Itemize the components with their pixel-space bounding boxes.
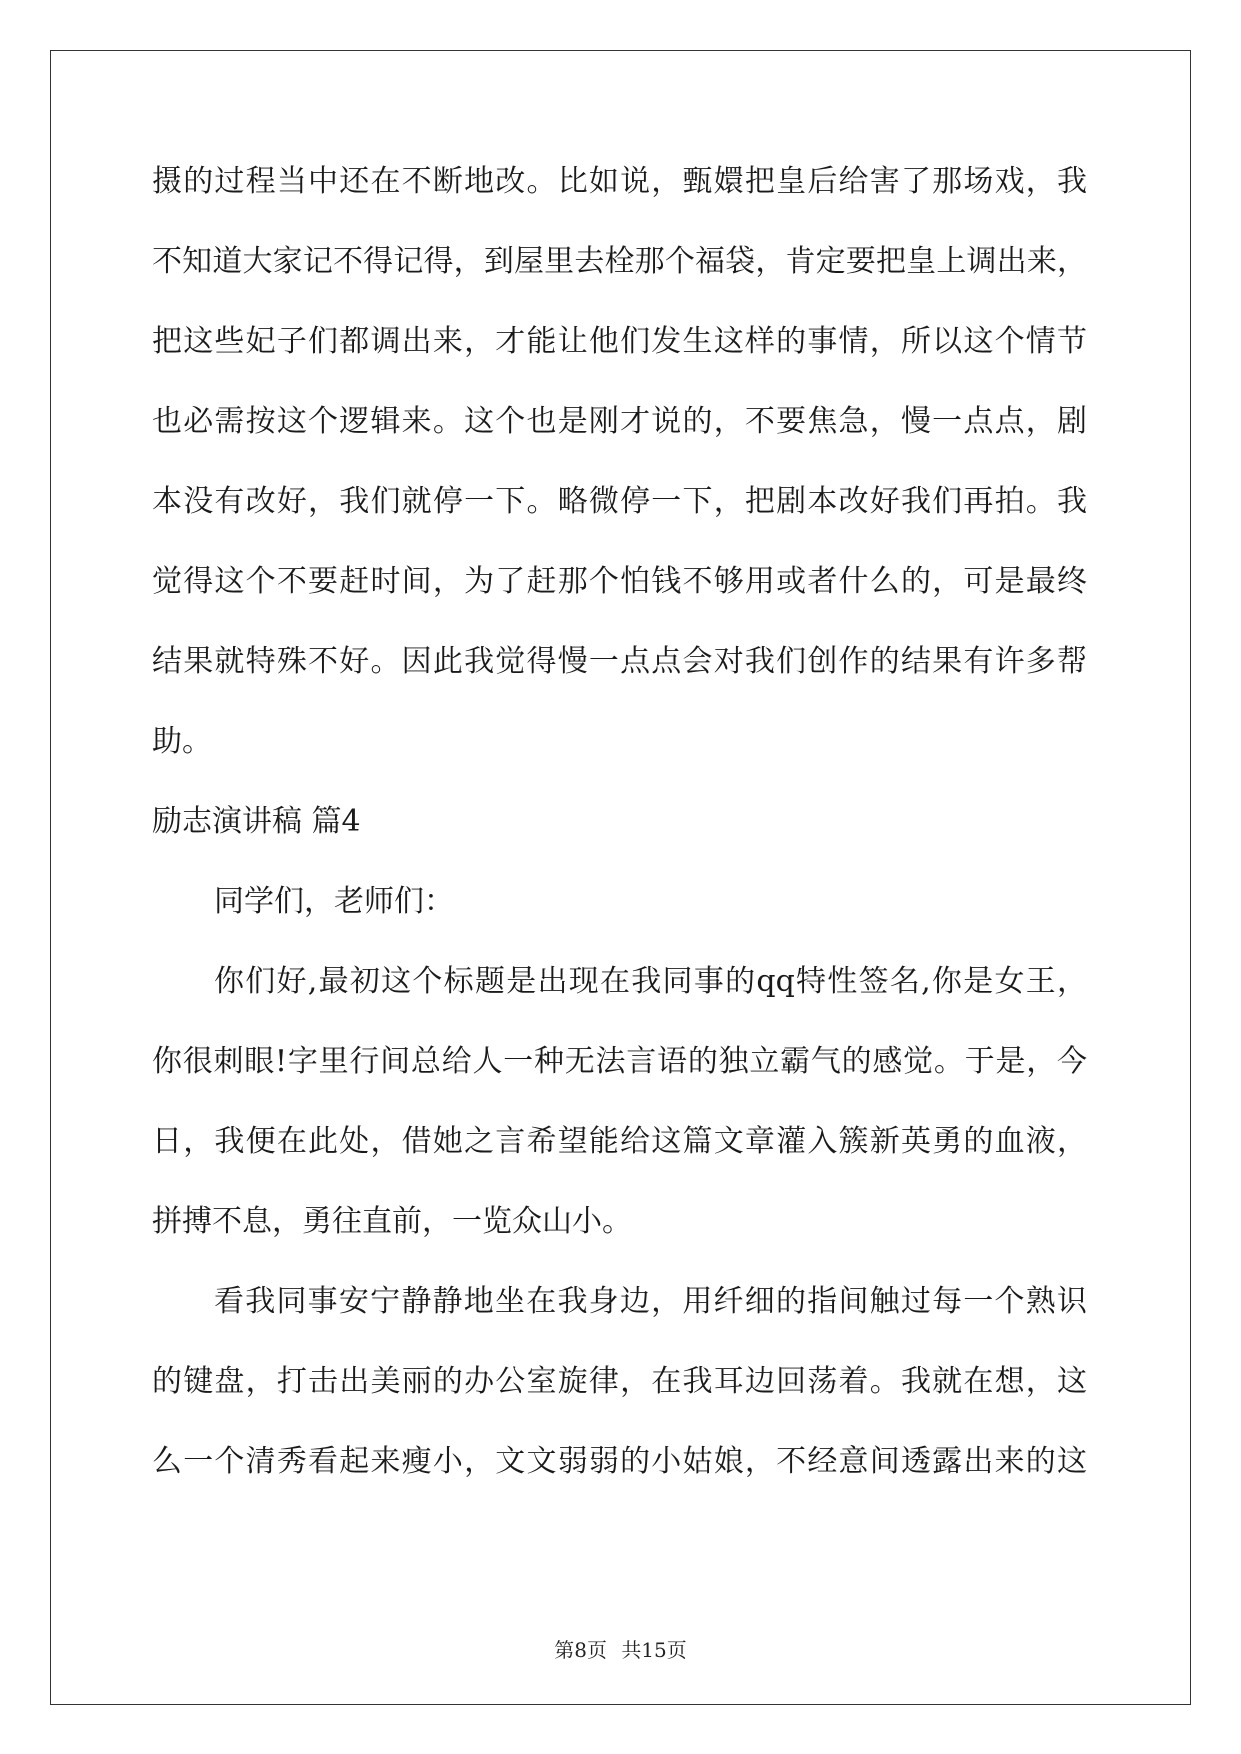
- text-line: 日，我便在此处，借她之言希望能给这篇文章灌入簇新英勇的血液，: [152, 1124, 1087, 1159]
- paragraph-1: [152, 162, 1087, 802]
- text-line: 把这些妃子们都调出来，才能让他们发生这样的事情，所以这个情节: [152, 324, 1087, 359]
- text-line: 觉得这个不要赶时间，为了赶那个怕钱不够用或者什么的，可是最终: [152, 564, 1087, 599]
- page-total: 共15页: [621, 1638, 687, 1662]
- text-line: 摄的过程当中还在不断地改。比如说，甄嬛把皇后给害了那场戏，我: [152, 164, 1087, 199]
- text-line: 的键盘，打击出美丽的办公室旋律，在我耳边回荡着。我就在想，这: [152, 1364, 1087, 1399]
- page-number: 第8页: [554, 1638, 607, 1662]
- text-line: 不知道大家记不得记得，到屋里去栓那个福袋，肯定要把皇上调出来，: [152, 244, 1087, 279]
- text-line: 本没有改好，我们就停一下。略微停一下，把剧本改好我们再拍。我: [152, 484, 1087, 519]
- paragraph-2: [152, 962, 1087, 1282]
- text-line: 你们好,最初这个标题是出现在我同事的qq特性签名,你是女王，: [214, 964, 1087, 999]
- text-line: 么一个清秀看起来瘦小，文文弱弱的小姑娘，不经意间透露出来的这: [152, 1444, 1087, 1479]
- text-line: 结果就特殊不好。因此我觉得慢一点点会对我们创作的结果有许多帮: [152, 644, 1087, 679]
- paragraph-3: [152, 1282, 1087, 1522]
- text-line: 拼搏不息，勇往直前，一览众山小。: [152, 1204, 632, 1239]
- text-line: 助。: [152, 724, 212, 759]
- page-footer: [0, 1634, 1241, 1663]
- text-line: 你很刺眼!字里行间总给人一种无法言语的独立霸气的感觉。于是，今: [152, 1044, 1087, 1079]
- document-body: [152, 162, 1087, 1522]
- text-line: 看我同事安宁静静地坐在我身边，用纤细的指间触过每一个熟识: [214, 1284, 1087, 1319]
- text-line: 也必需按这个逻辑来。这个也是刚才说的，不要焦急，慢一点点，剧: [152, 404, 1087, 439]
- greeting: 同学们，老师们：: [214, 884, 454, 919]
- section-title: 励志演讲稿 篇4: [152, 804, 361, 839]
